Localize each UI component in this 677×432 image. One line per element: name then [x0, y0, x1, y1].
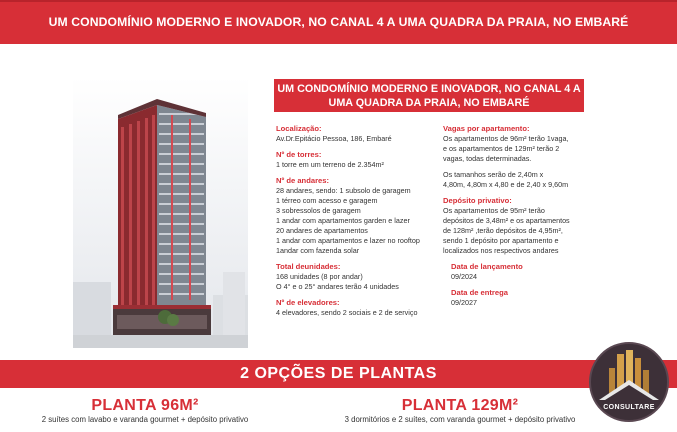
building-rendering	[73, 77, 248, 348]
localizacao-value: Av.Dr.Epitácio Pessoa, 186, Embaré	[276, 134, 392, 143]
localizacao-label: Localização:	[276, 124, 322, 133]
plan-96-title: PLANTA 96M²	[91, 397, 199, 414]
entrega-label: Data de entrega	[451, 288, 508, 297]
andares-line: 28 andares, sendo: 1 subsolo de garagem	[276, 186, 411, 195]
details-right-column	[443, 124, 593, 308]
top-banner	[0, 0, 677, 44]
plantas-banner-title: 2 OPÇÕES DE PLANTAS	[240, 365, 437, 382]
lancamento-label: Data de lançamento	[451, 262, 523, 271]
andares-label: Nº de andares:	[276, 176, 329, 185]
tamanhos-line: Os tamanhos serão de 2,40m x	[443, 170, 544, 179]
headline-text: UM CONDOMÍNIO MODERNO E INOVADOR, NO CANAL 4 A UMA QUADRA DA PRAIA, NO EMBARÉ	[277, 82, 581, 109]
deposito-line: sendo 1 depósito por apartamento e	[443, 236, 559, 245]
unidades-line: O 4° e o 25° andares terão 4 unidades	[276, 282, 399, 291]
plan-129	[340, 397, 580, 425]
plan-96	[20, 397, 270, 425]
top-banner-title: UM CONDOMÍNIO MODERNO E INOVADOR, NO CANAL 4 A UMA QUADRA DA PRAIA, NO EMBARÉ	[48, 15, 629, 30]
headline-box	[274, 79, 584, 112]
tamanhos-line: 4,80m, 4,80m x 4,80 e de 2,40 x 9,60m	[443, 180, 569, 189]
andares-line: 1 andar com apartamentos e lazer no rooftop	[276, 236, 420, 245]
lancamento-value: 09/2024	[451, 272, 477, 281]
deposito-line: de 128m² ,terão depósitos de 4,95m²,	[443, 226, 563, 235]
torres-label: Nº de torres:	[276, 150, 322, 159]
building-illustration	[73, 77, 248, 348]
entrega-value: 09/2027	[451, 298, 477, 307]
andares-line: 1 andar com apartamentos garden e lazer	[276, 216, 410, 225]
vagas-line: Os apartamentos de 96m² terão 1vaga,	[443, 134, 569, 143]
andares-line: 20 andares de apartamentos	[276, 226, 368, 235]
deposito-line: Os apartamentos de 95m² terão	[443, 206, 545, 215]
andares-line: 1andar com fazenda solar	[276, 246, 360, 255]
deposito-label: Depósito privativo:	[443, 196, 512, 205]
deposito-line: localizados nos respectivos andares	[443, 246, 559, 255]
unidades-line: 168 unidades (8 por andar)	[276, 272, 363, 281]
andares-line: 1 térreo com acesso e garagem	[276, 196, 378, 205]
vagas-line: vagas, todas determinadas.	[443, 154, 532, 163]
plan-129-subtitle: 3 dormitórios e 2 suítes, com varanda gourmet + depósito privativo	[344, 415, 576, 424]
deposito-line: depósitos de 3,48m² e os apartamentos	[443, 216, 570, 225]
plantas-banner	[0, 360, 677, 388]
unidades-label: Total deunidades:	[276, 262, 341, 271]
elevadores-value: 4 elevadores, sendo 2 sociais e 2 de serviço	[276, 308, 418, 317]
plan-96-subtitle: 2 suítes com lavabo e varanda gourmet + depósito privativo	[41, 415, 249, 424]
andares-line: 3 sobressolos de garagem	[276, 206, 361, 215]
details-left-column	[276, 124, 436, 318]
vagas-label: Vagas por apartamento:	[443, 124, 530, 133]
consultare-logo	[589, 342, 669, 422]
torres-value: 1 torre em um terreno de 2.354m²	[276, 160, 384, 169]
elevadores-label: Nº de elevadores:	[276, 298, 340, 307]
plan-129-title: PLANTA 129M²	[401, 397, 519, 414]
vagas-line: e os apartamentos de 129m² terão 2	[443, 144, 560, 153]
logo-text: CONSULTARE	[603, 404, 655, 411]
